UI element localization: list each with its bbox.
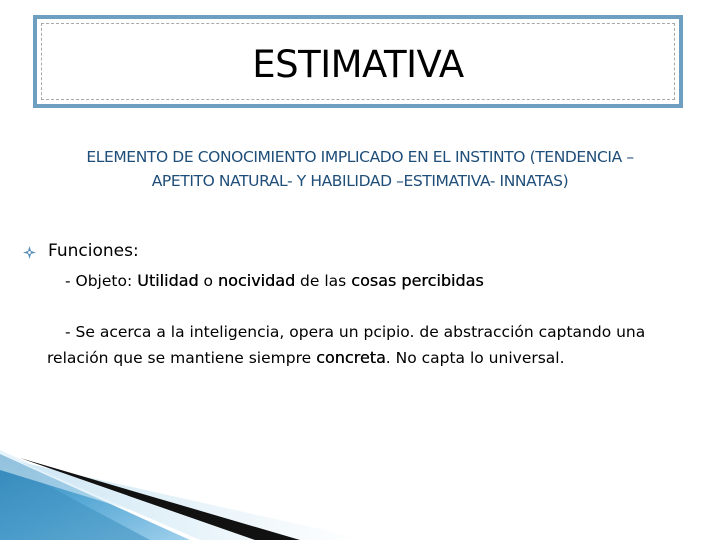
slide-title: ESTIMATIVA: [252, 43, 464, 86]
diamond-bullet-icon: [23, 246, 36, 259]
nocividad-word: nocividad: [217, 271, 296, 290]
second-para-prefix: - Se acerca a la inteligencia, opera un pcipio. de abstracción captando una relación que se mantiene siempre: [47, 323, 646, 367]
subtitle-line-2: APETITO NATURAL- Y HABILIDAD –ESTIMATIVA- INNATAS): [151, 172, 569, 190]
objeto-prefix: - Objeto:: [65, 272, 138, 290]
second-paragraph: [47, 320, 687, 371]
bullet-heading: Funciones:: [48, 241, 139, 261]
subtitle: [34, 145, 686, 193]
decorative-corner-graphic: [0, 450, 360, 540]
title-box: [33, 15, 683, 108]
utilidad-word: Utilidad: [137, 271, 199, 290]
objeto-connector-1: o: [198, 272, 218, 290]
concreta-word: concreta: [316, 348, 386, 367]
objeto-connector-2: de las: [295, 272, 352, 290]
subtitle-line-1: ELEMENTO DE CONOCIMIENTO IMPLICADO EN EL INSTINTO (TENDENCIA –: [86, 148, 634, 166]
second-para-suffix: . No capta lo universal.: [385, 349, 565, 367]
cosas-percibidas-phrase: cosas percibidas: [351, 271, 484, 290]
objeto-line: [65, 271, 484, 290]
